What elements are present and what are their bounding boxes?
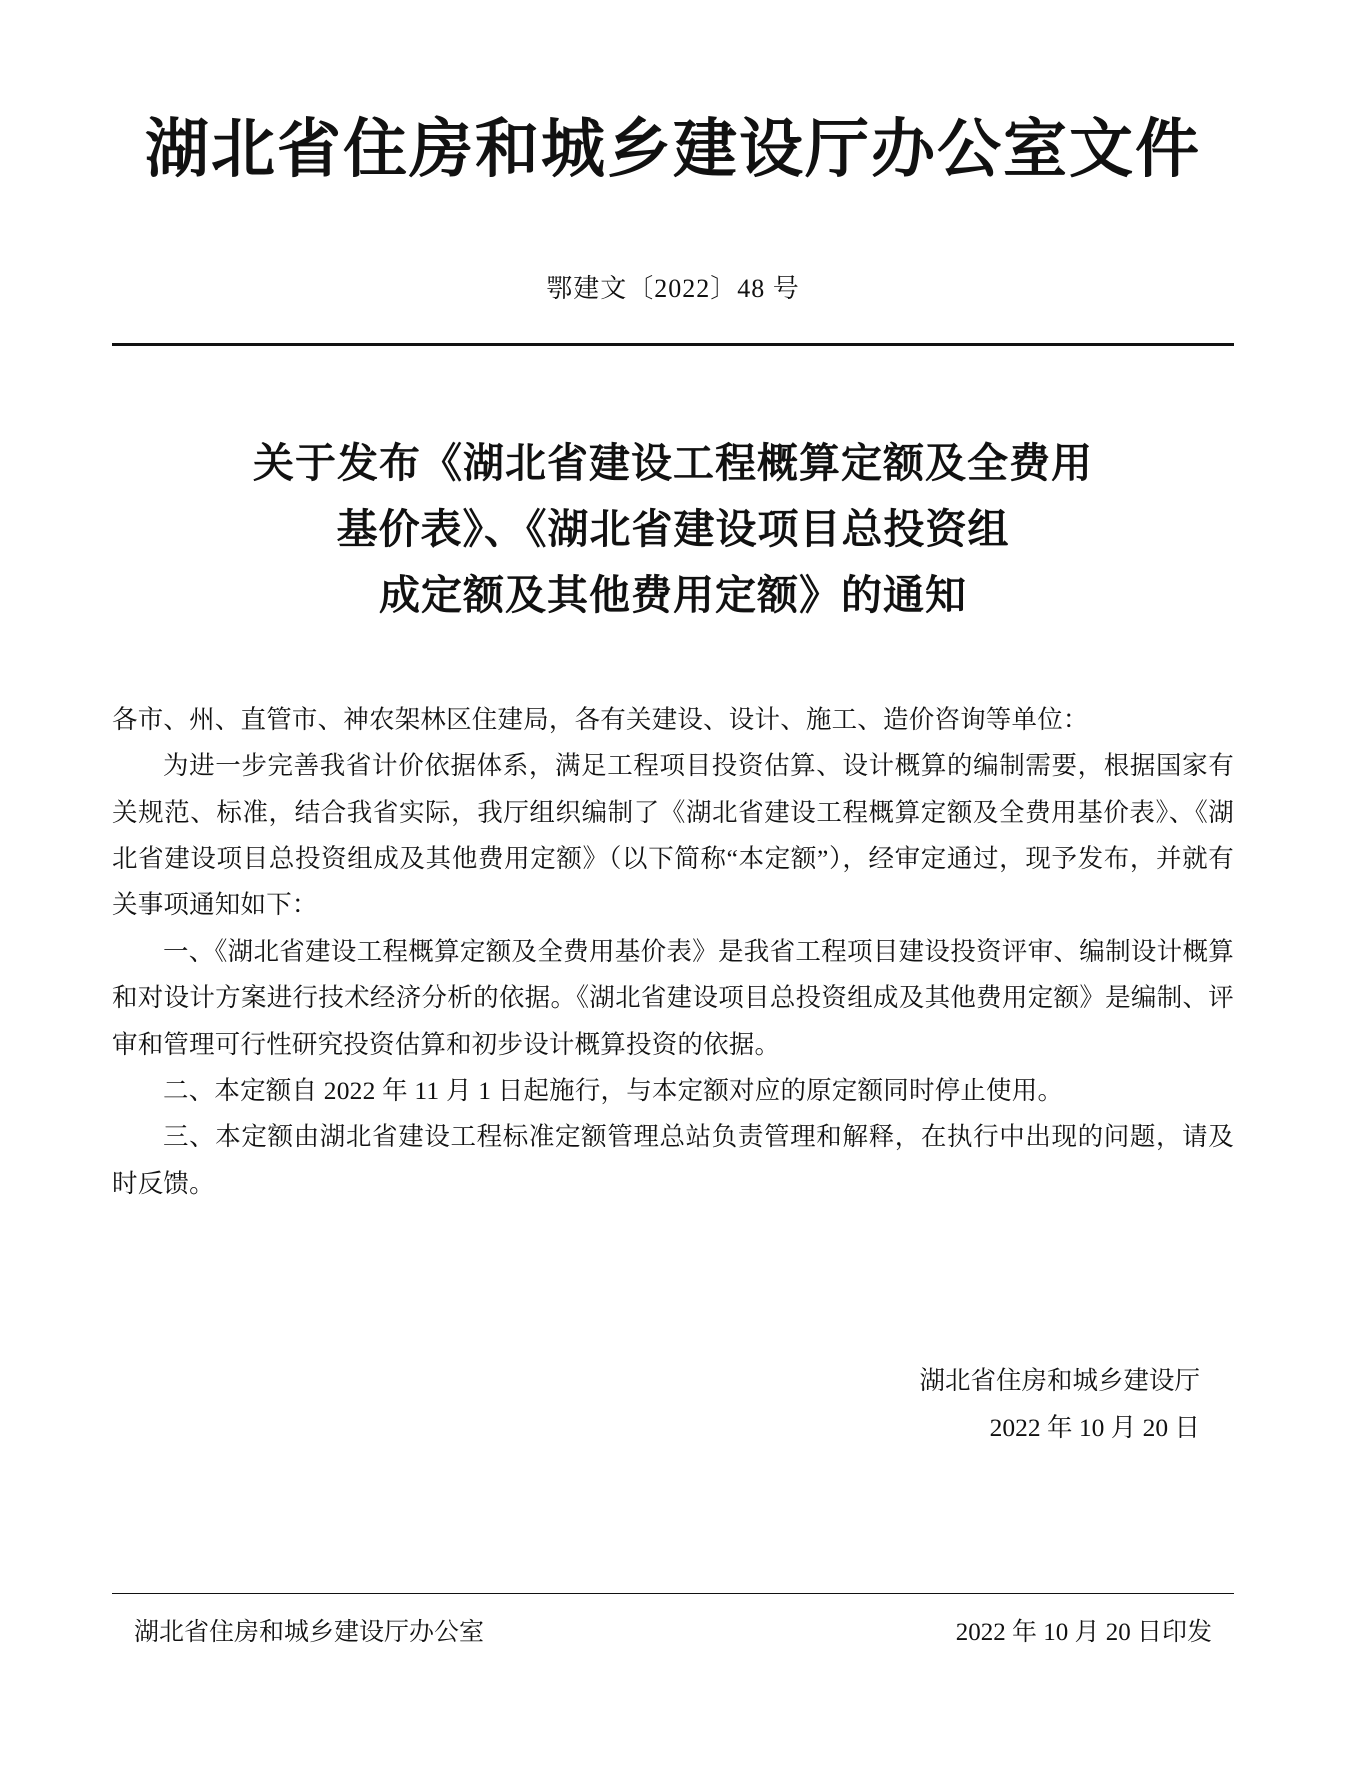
header-divider (112, 343, 1234, 346)
signature-date: 2022 年 10 月 20 日 (989, 1413, 1200, 1443)
body-paragraph-2: 一、《湖北省建设工程概算定额及全费用基价表》是我省工程项目建设投资评审、编制设计概算和对设计方案进行技术经济分析的依据。《湖北省建设项目总投资组成及其他费用定额》是编制、评审和管理可行性研究投资估算和初步设计概算投资的依据。 (112, 936, 1234, 1059)
body-paragraph-1: 为进一步完善我省计价依据体系，满足工程项目投资估算、设计概算的编制需要，根据国家有关规范、标准，结合我省实际，我厅组织编制了《湖北省建设工程概算定额及全费用基价表》、《湖北省建设项目总投资组成及其他费用定额》（以下简称“本定额”），经审定通过，现予发布，并就有关事项通知如下： (112, 751, 1234, 920)
signature-block (112, 1357, 1234, 1451)
page-title-line-1: 关于发布《湖北省建设工程概算定额及全费用 (253, 439, 1093, 486)
signature-issuer: 湖北省住房和城乡建设厅 (919, 1366, 1200, 1396)
document-number: 鄂建文〔2022〕48 号 (546, 273, 800, 303)
masthead-title: 湖北省住房和城乡建设厅办公室文件 (145, 114, 1201, 185)
body-text (112, 697, 1234, 1207)
body-paragraph-3: 二、本定额自 2022 年 11 月 1 日起施行，与本定额对应的原定额同时停止使用。 (163, 1075, 1064, 1105)
page-title-line-2: 基价表》、《湖北省建设项目总投资组 (336, 505, 1010, 552)
footer (112, 1593, 1234, 1649)
footer-office: 湖北省住房和城乡建设厅办公室 (134, 1619, 485, 1646)
masthead (112, 112, 1234, 188)
footer-row (112, 1612, 1234, 1648)
body-paragraph-4: 三、本定额由湖北省建设工程标准定额管理总站负责管理和解释，在执行中出现的问题，请及时反馈。 (112, 1122, 1234, 1198)
footer-divider (112, 1593, 1234, 1595)
footer-print-date: 2022 年 10 月 20 日印发 (955, 1619, 1212, 1646)
salutation: 各市、州、直管市、神农架林区住建局，各有关建设、设计、施工、造价咨询等单位： (112, 704, 1089, 734)
page-title-line-3: 成定额及其他费用定额》的通知 (379, 572, 967, 619)
page-title (112, 430, 1234, 629)
